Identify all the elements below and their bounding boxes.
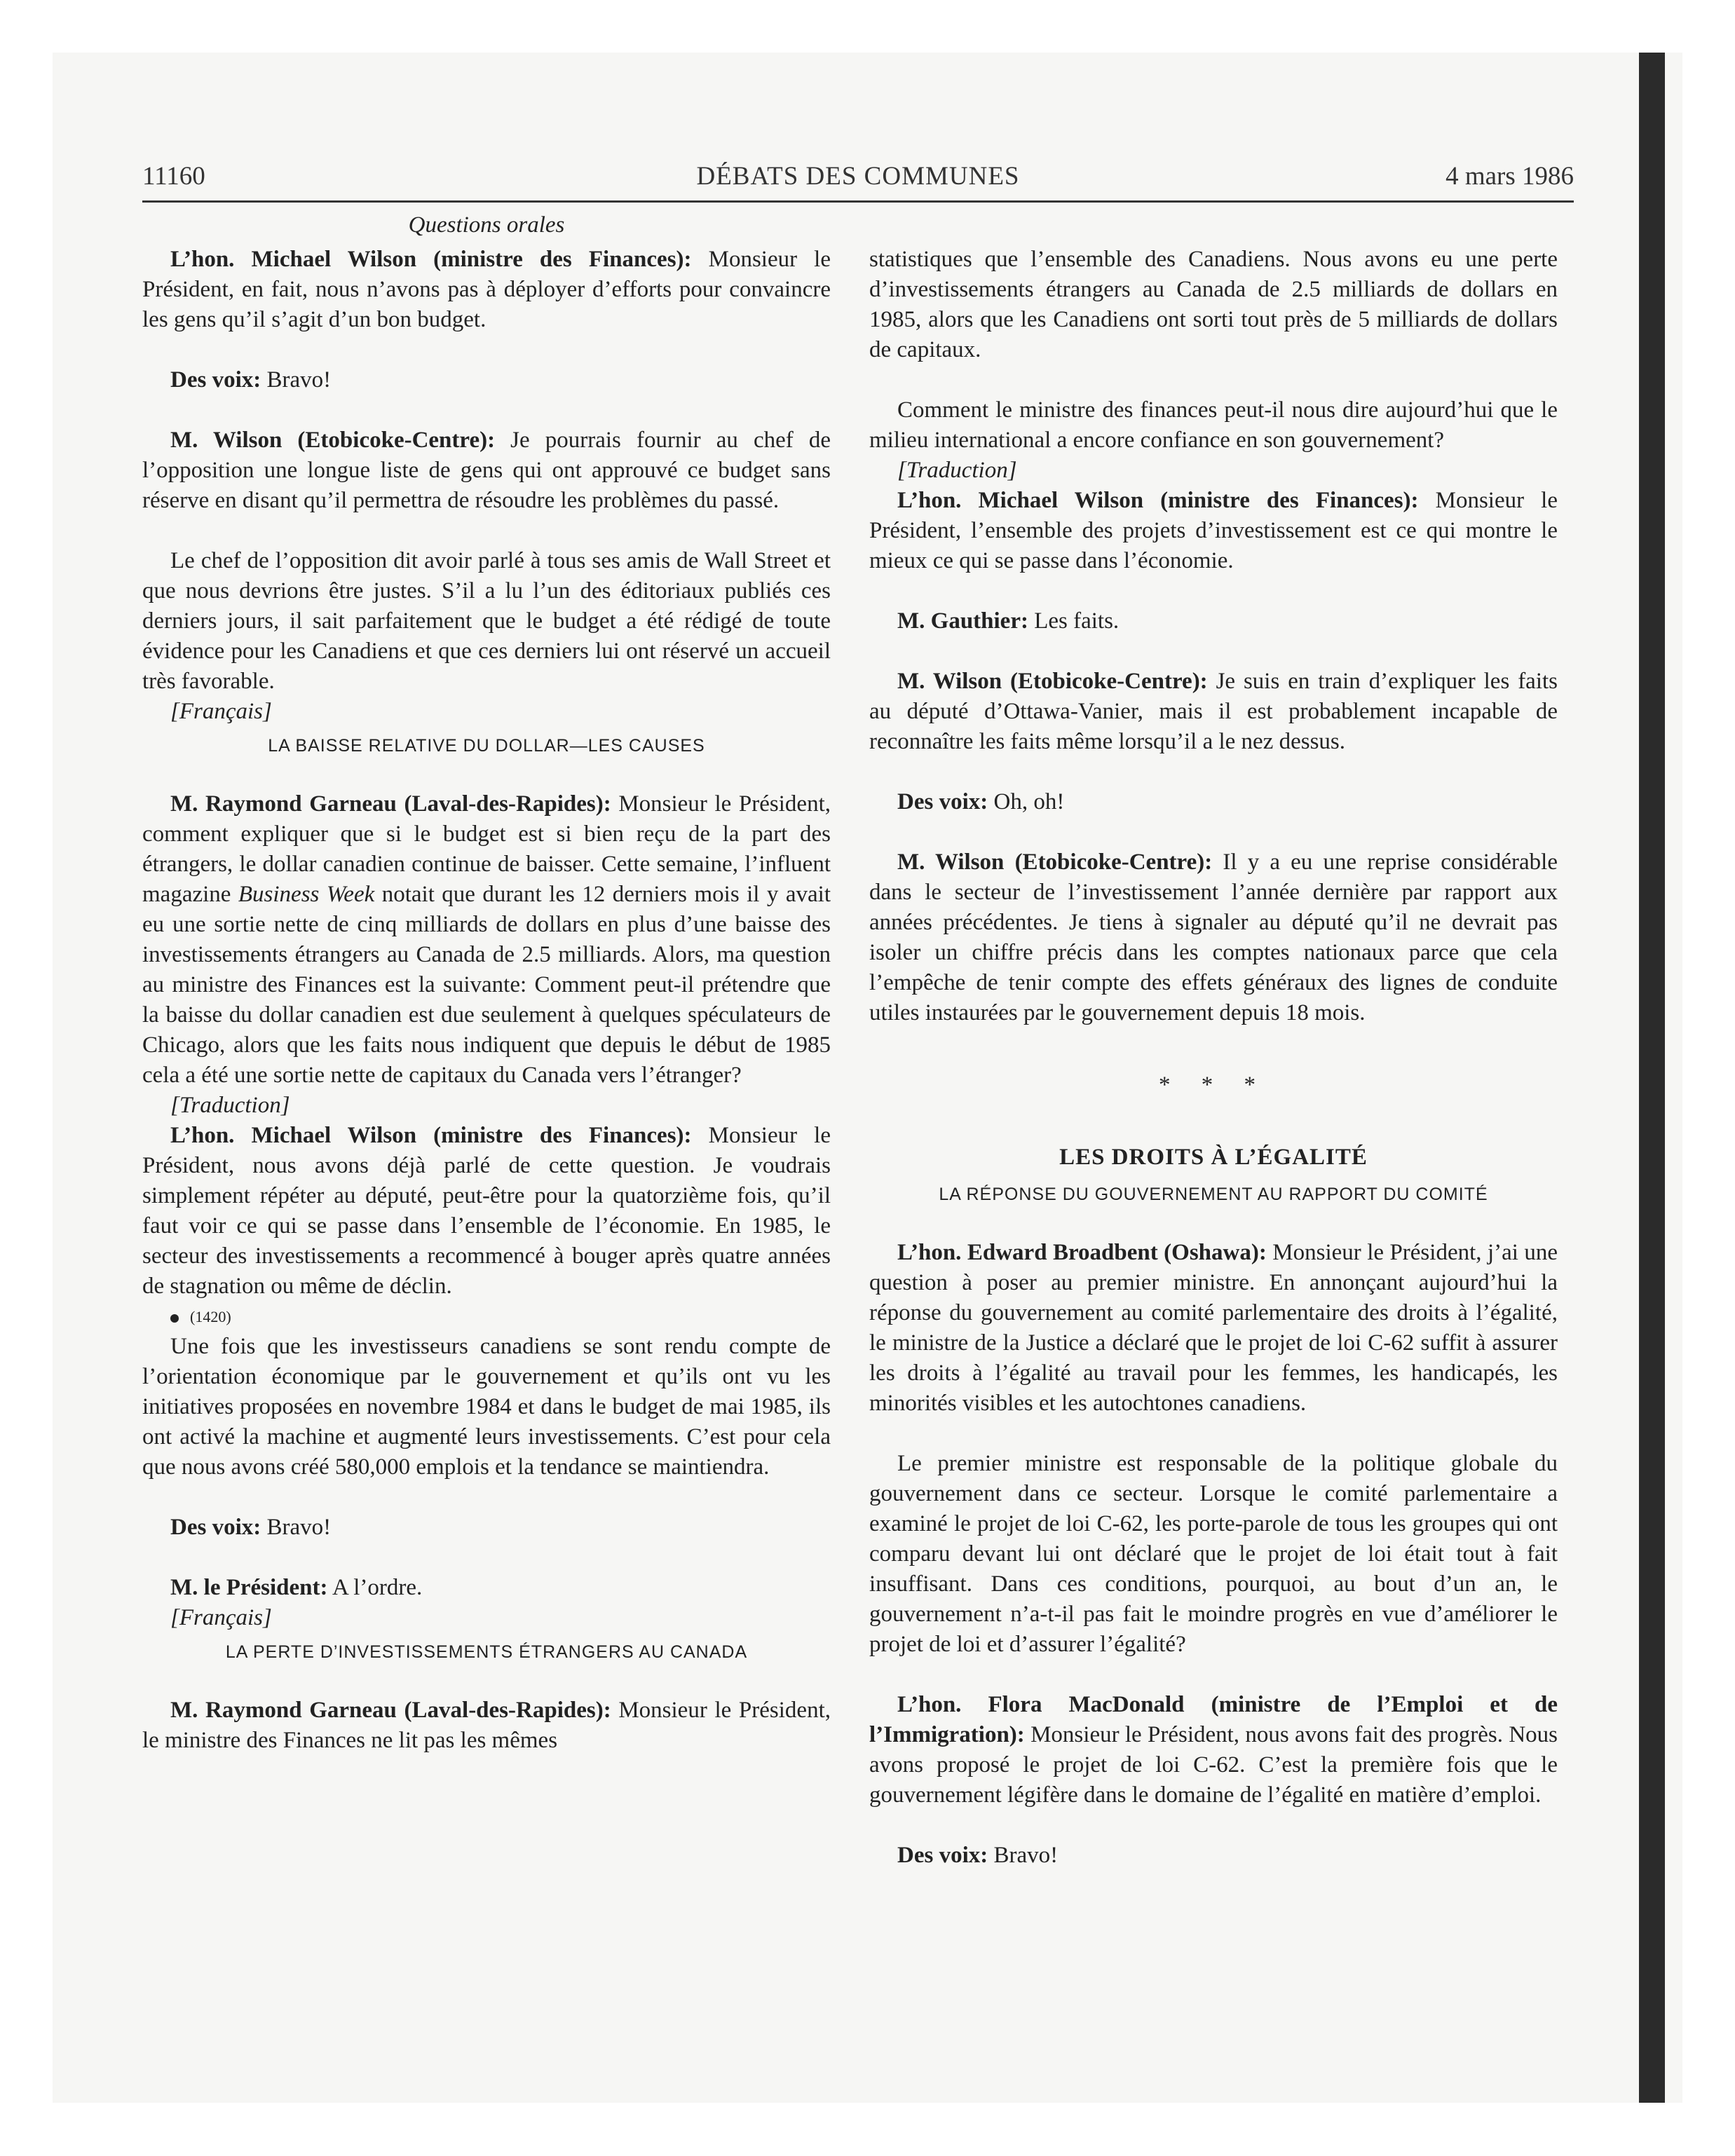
paragraph: Une fois que les investisseurs canadiens se sont rendu compte de l’orientation économique par le gouvernement et qu’ils ont vu les initiatives proposées en novembre 1984 et dans le budget de mai 1985, ils ont activé la machine et augmenté leurs investissements. C’est pour cela que nous avons créé 580,000 emplois et la tendance se maintiendra. bbox=[142, 1334, 831, 1480]
speaker: M. Wilson (Etobicoke-Centre): bbox=[897, 850, 1213, 875]
language-tag: [Traduction] bbox=[170, 1093, 290, 1118]
paragraph: M. Wilson (Etobicoke-Centre): Je suis en train d’expliquer les faits au député d’Ottawa-Vanier, mais il est probablement incapable de reconnaître les faits même lorsqu’il a le nez dessus. bbox=[869, 669, 1558, 754]
section-heading: LA PERTE D’INVESTISSEMENTS ÉTRANGERS AU CANADA bbox=[225, 1642, 748, 1662]
speaker: Des voix: bbox=[897, 789, 988, 814]
paragraph: Comment le ministre des finances peut-il nous dire aujourd’hui que le milieu international a encore confiance en son gouvernement? bbox=[869, 397, 1558, 453]
paragraph: Le chef de l’opposition dit avoir parlé à tous ses amis de Wall Street et que nous devrions être justes. S’il a lu l’un des éditoriaux publiés ces derniers jours, il sait parfaitement que le budget a été rédigé de toute évidence pour les Canadiens et que ces derniers lui ont réservé un accueil très favorable. bbox=[142, 548, 831, 694]
running-head: Questions orales bbox=[408, 212, 565, 238]
paragraph: L’hon. Flora MacDonald (ministre de l’Emploi et de l’Immigration): Monsieur le Président, nous avons fait des progrès. Nous avons proposé le projet de loi C-62. C’est la première fois que le gouvernement légifère dans le domaine de l’égalité en matière d’emploi. bbox=[869, 1692, 1558, 1808]
publication-title: DÉBATS DES COMMUNES bbox=[696, 162, 1020, 191]
speaker: M. Wilson (Etobicoke-Centre): bbox=[170, 428, 496, 453]
speaker: M. le Président: bbox=[170, 1575, 328, 1600]
page-header bbox=[142, 158, 1574, 203]
speaker: M. Raymond Garneau (Laval-des-Rapides): bbox=[170, 791, 611, 817]
page-number: 11160 bbox=[142, 162, 205, 191]
speaker: Des voix: bbox=[170, 1515, 261, 1540]
paragraph: Des voix: Oh, oh! bbox=[897, 789, 1065, 814]
page-date: 4 mars 1986 bbox=[1445, 162, 1574, 191]
paragraph: M. Gauthier: Les faits. bbox=[897, 608, 1120, 634]
paragraph: Le premier ministre est responsable de la politique globale du gouvernement dans ce secteur. Lorsque le comité parlementaire a examiné le projet de loi C-62, les porte-parole de tous les groupes qui ont comparu devant lui ont déclaré que le projet de loi était tout à fait insuffisant. Dans ces conditions, pourquoi, au bout d’un an, le gouvernement n’a-t-il pas fait le moindre progrès en vue d’améliorer le projet de loi et d’assurer l’égalité? bbox=[869, 1451, 1558, 1657]
paragraph: Des voix: Bravo! bbox=[170, 1515, 332, 1540]
speaker: L’hon. Michael Wilson (ministre des Finances): bbox=[170, 1123, 692, 1148]
paragraph: M. Wilson (Etobicoke-Centre): Il y a eu une reprise considérable dans le secteur de l’investissement l’année dernière par rapport aux années précédentes. Je tiens à signaler au député qu’il ne devrait pas isoler un chiffre précis dans les comptes nationaux parce que cela l’empêche de tenir compte des effets généraux des lignes de conduite utiles instaurées par le gouvernement depuis 18 mois. bbox=[869, 850, 1558, 1025]
paragraph: L’hon. Edward Broadbent (Oshawa): Monsieur le Président, j’ai une question à poser au premier ministre. En annonçant aujourd’hui la réponse du gouvernement au comité parlementaire des droits à l’égalité, le ministre de la Justice a déclaré que le projet de loi C-62 suffit à assurer les droits à l’égalité au travail pour les femmes, les handicapés, les minorités visibles et les autochtones canadiens. bbox=[869, 1240, 1558, 1416]
speaker: L’hon. Michael Wilson (ministre des Finances): bbox=[897, 488, 1419, 513]
paragraph: M. Wilson (Etobicoke-Centre): Je pourrais fournir au chef de l’opposition une longue liste de gens qui ont approuvé ce budget sans réserve en disant qu’il permettra de résoudre les problèmes du passé. bbox=[142, 428, 831, 513]
right-column bbox=[869, 210, 1558, 1871]
section-title: LES DROITS À L’ÉGALITÉ bbox=[1059, 1145, 1368, 1170]
speaker: L’hon. Michael Wilson (ministre des Finances): bbox=[170, 247, 692, 272]
paragraph: M. le Président: A l’ordre. bbox=[170, 1575, 423, 1600]
magazine-title: Business Week bbox=[238, 882, 375, 907]
bullet-icon bbox=[170, 1314, 179, 1323]
speaker: Des voix: bbox=[897, 1843, 988, 1868]
paragraph: M. Raymond Garneau (Laval-des-Rapides): Monsieur le Président, comment expliquer que si le budget est si bien reçu de la part des étrangers, le dollar canadien continue de baisser. Cette semaine, l’influent magazine Business Week notait que durant les 12 derniers mois il y avait eu une sortie nette de cinq milliards de dollars en plus d’une baisse des investissements étrangers au Canada de 2.5 milliards. Alors, ma question au ministre des Finances est la suivante: Comment peut-il prétendre que la baisse du dollar canadien est due seulement à quelques spéculateurs de Chicago, alors que les faits nous indiquent que depuis le début de 1985 cela a été une sortie nette de capitaux du Canada vers l’étranger? bbox=[142, 791, 831, 1088]
section-heading: LA RÉPONSE DU GOUVERNEMENT AU RAPPORT DU COMITÉ bbox=[939, 1185, 1488, 1204]
section-separator: * * * bbox=[1159, 1072, 1268, 1098]
speaker: Des voix: bbox=[170, 367, 261, 393]
paragraph: statistiques que l’ensemble des Canadiens. Nous avons eu une perte d’investissements étrangers au Canada de 2.5 milliards de dollars en 1985, alors que les Canadiens ont sorti tout près de 5 milliards de dollars de capitaux. bbox=[869, 247, 1558, 362]
paragraph: L’hon. Michael Wilson (ministre des Finances): Monsieur le Président, nous avons déjà parlé de cette question. Je voudrais simplement répéter au député, peut-être pour la quatorzième fois, qu’il faut voir ce qui se passe dans l’ensemble de l’économie. En 1985, le secteur des investissements a recommencé à bouger après quatre années de stagnation ou même de déclin. bbox=[142, 1123, 831, 1299]
speaker: L’hon. Flora MacDonald (ministre de l’Emploi et de l’Immigration): bbox=[869, 1692, 1558, 1747]
speaker: M. Raymond Garneau (Laval-des-Rapides): bbox=[170, 1698, 611, 1723]
speaker: L’hon. Edward Broadbent (Oshawa): bbox=[897, 1240, 1267, 1265]
section-heading: LA BAISSE RELATIVE DU DOLLAR—LES CAUSES bbox=[268, 736, 705, 756]
paragraph: Des voix: Bravo! bbox=[897, 1843, 1059, 1868]
left-column bbox=[142, 210, 831, 1756]
speaker: M. Gauthier: bbox=[897, 608, 1028, 634]
page-binding-edge bbox=[1639, 53, 1665, 2103]
paragraph: Des voix: Bravo! bbox=[170, 367, 332, 393]
paragraph: L’hon. Michael Wilson (ministre des Finances): Monsieur le Président, l’ensemble des projets d’investissement est ce qui montre le mieux ce qui se passe dans l’économie. bbox=[869, 488, 1558, 573]
language-tag: [Français] bbox=[170, 1605, 272, 1630]
paragraph: L’hon. Michael Wilson (ministre des Finances): Monsieur le Président, en fait, nous n’avons pas à déployer d’efforts pour convaincre les gens qu’il s’agit d’un bon budget. bbox=[142, 247, 831, 332]
language-tag: [Traduction] bbox=[897, 458, 1017, 483]
time-marker: (1420) bbox=[142, 1302, 831, 1332]
language-tag: [Français] bbox=[170, 699, 272, 724]
speaker: M. Wilson (Etobicoke-Centre): bbox=[897, 669, 1208, 694]
paragraph: M. Raymond Garneau (Laval-des-Rapides): Monsieur le Président, le ministre des Finances ne lit pas les mêmes bbox=[142, 1698, 831, 1753]
